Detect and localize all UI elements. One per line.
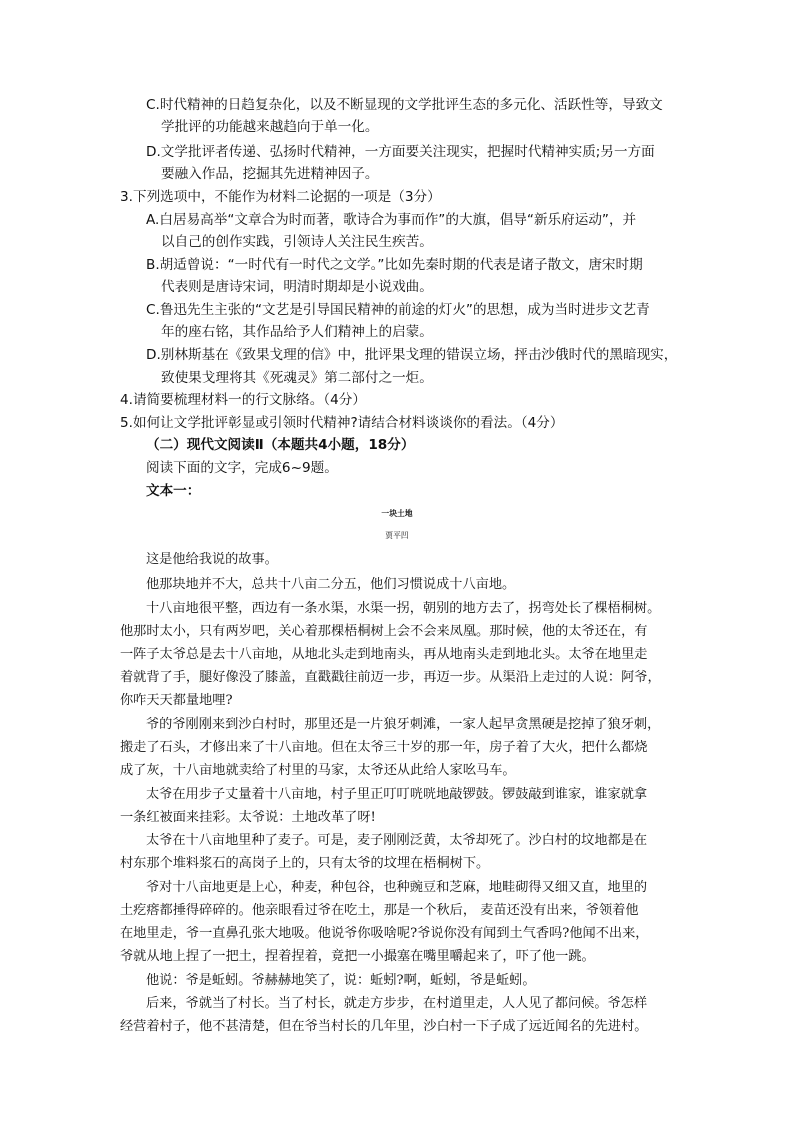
q3-option-b-line-1: B.胡适曾说：“一时代有一时代之文学。”比如先秦时期的代表是诸子散文，唐宋时期 <box>146 257 643 273</box>
q3-option-d-line-2: 致使果戈理将其《死魂灵》第二部付之一炬。 <box>161 370 433 386</box>
story-line: 太爷在用步子丈量着十八亩地，村子里正叮叮咣咣地敲锣鼓。锣鼓敲到谁家，谁家就拿 <box>146 787 648 802</box>
question-5: 5.如何让文学批评彰显或引领时代精神?请结合材料谈谈你的看法。（4分） <box>120 415 564 431</box>
q3-option-b-line-2: 代表则是唐诗宋词，明清时期却是小说戏曲。 <box>161 279 433 295</box>
q3-option-a-line-1: A.白居易高举“文章合为时而著，歌诗合为事而作”的大旗，倡导“新乐府运动”，并 <box>146 212 637 228</box>
option-d-line-2: 要融入作品，挖掘其先进精神因子。 <box>161 166 379 182</box>
story-line: 这是他给我说的故事。 <box>146 552 278 567</box>
story-line: 一条红被面来挂彩。太爷说：土地改革了呀! <box>120 810 376 825</box>
story-line: 他那时太小，只有两岁吧，关心着那棵梧桐树上会不会来凤凰。那时候，他的太爷还在，有 <box>120 624 648 639</box>
story-title: 一块土地 <box>381 509 413 518</box>
story-line: 爷的爷刚刚来到沙白村时，那里还是一片狼牙刺滩，一家人起早贪黑硬是挖掉了狼牙刺， <box>146 717 661 732</box>
story-line: 爷对十八亩地更是上心，种麦，种包谷，也种豌豆和芝麻，地畦砌得又细又直，地里的 <box>146 880 648 895</box>
story-author: 贾平凹 <box>385 531 409 540</box>
option-c-line-2: 学批评的功能越来越趋向于单一化。 <box>161 119 379 135</box>
text-one-label: 文本一： <box>146 483 201 499</box>
q3-option-a-line-2: 以自己的创作实践，引领诗人关注民生疾苦。 <box>161 234 433 250</box>
story-line: 经营着村子，他不甚清楚，但在爷当村长的几年里，沙白村一下子成了远近闻名的先进村。 <box>120 1019 648 1034</box>
section-instruction: 阅读下面的文字，完成6~9题。 <box>146 460 338 476</box>
q3-option-c-line-2: 年的座右铭，其作品给予人们精神上的启蒙。 <box>161 324 433 340</box>
story-line: 着就背了手，腿好像没了膝盖，直戳戳往前迈一步，再迈一步。从渠沿上走过的人说：阿爷， <box>120 670 661 685</box>
option-d-line-1: D.文学批评者传递、弘扬时代精神，一方面要关注现实，把握时代精神实质;另一方面 <box>146 144 655 160</box>
story-line: 村东那个堆料浆石的高岗子上的，只有太爷的坟埋在梧桐树下。 <box>120 856 490 871</box>
story-line: 爷就从地上捏了一把土，捏着捏着，竟把一小撮塞在嘴里嚼起来了，吓了他一跳。 <box>120 949 595 964</box>
q3-option-d-line-1: D.别林斯基在《致果戈理的信》中，批评果戈理的错误立场，抨击沙俄时代的黑暗现实， <box>146 347 678 363</box>
story-line: 一阵子太爷总是去十八亩地，从地北头走到地南头，再从地南头走到地北头。太爷在地里走 <box>120 647 648 662</box>
question-4: 4.请简要梳理材料一的行文脉络。（4分） <box>120 392 366 408</box>
section-heading: （二）现代文阅读Ⅱ（本题共4小题，18分） <box>146 437 415 453</box>
story-line: 成了灰，十八亩地就卖给了村里的马家，太爷还从此给人家吆马车。 <box>120 763 516 778</box>
question-3-stem: 3.下列选项中，不能作为材料二论据的一项是（3分） <box>120 189 441 205</box>
story-line: 他那块地并不大，总共十八亩二分五，他们习惯说成十八亩地。 <box>146 577 516 592</box>
q3-option-c-line-1: C.鲁迅先生主张的“文艺是引导国民精神的前途的灯火”的思想，成为当时进步文艺青 <box>146 302 650 318</box>
story-line: 他说：爷是蚯蚓。爷赫赫地笑了，说：蚯蚓?啊，蚯蚓，爷是蚯蚓。 <box>146 973 536 988</box>
story-line: 土疙瘩都捶得碎碎的。他亲眼看过爷在吃土，那是一个秋后， 麦苗还没有出来，爷领着他 <box>120 903 639 918</box>
story-line: 在地里走，爷一直鼻孔张大地吸。他说爷你吸啥呢?爷说你没有闻到土气香吗?他闻不出来， <box>120 926 649 941</box>
story-line: 太爷在十八亩地里种了麦子。可是，麦子刚刚泛黄，太爷却死了。沙白村的坟地都是在 <box>146 833 648 848</box>
option-c-line-1: C.时代精神的日趋复杂化，以及不断显现的文学批评生态的多元化、活跃性等，导致文 <box>146 97 663 113</box>
story-line: 你咋天天都量地哩? <box>120 693 233 708</box>
story-line: 十八亩地很平整，西边有一条水渠，水渠一拐，朝别的地方去了，拐弯处长了棵梧桐树。 <box>146 601 661 616</box>
story-line: 后来，爷就当了村长。当了村长，就走方步步，在村道里走，人人见了都问候。爷怎样 <box>146 996 648 1011</box>
story-line: 搬走了石头，才修出来了十八亩地。但在太爷三十岁的那一年，房子着了大火，把什么都烧 <box>120 740 648 755</box>
